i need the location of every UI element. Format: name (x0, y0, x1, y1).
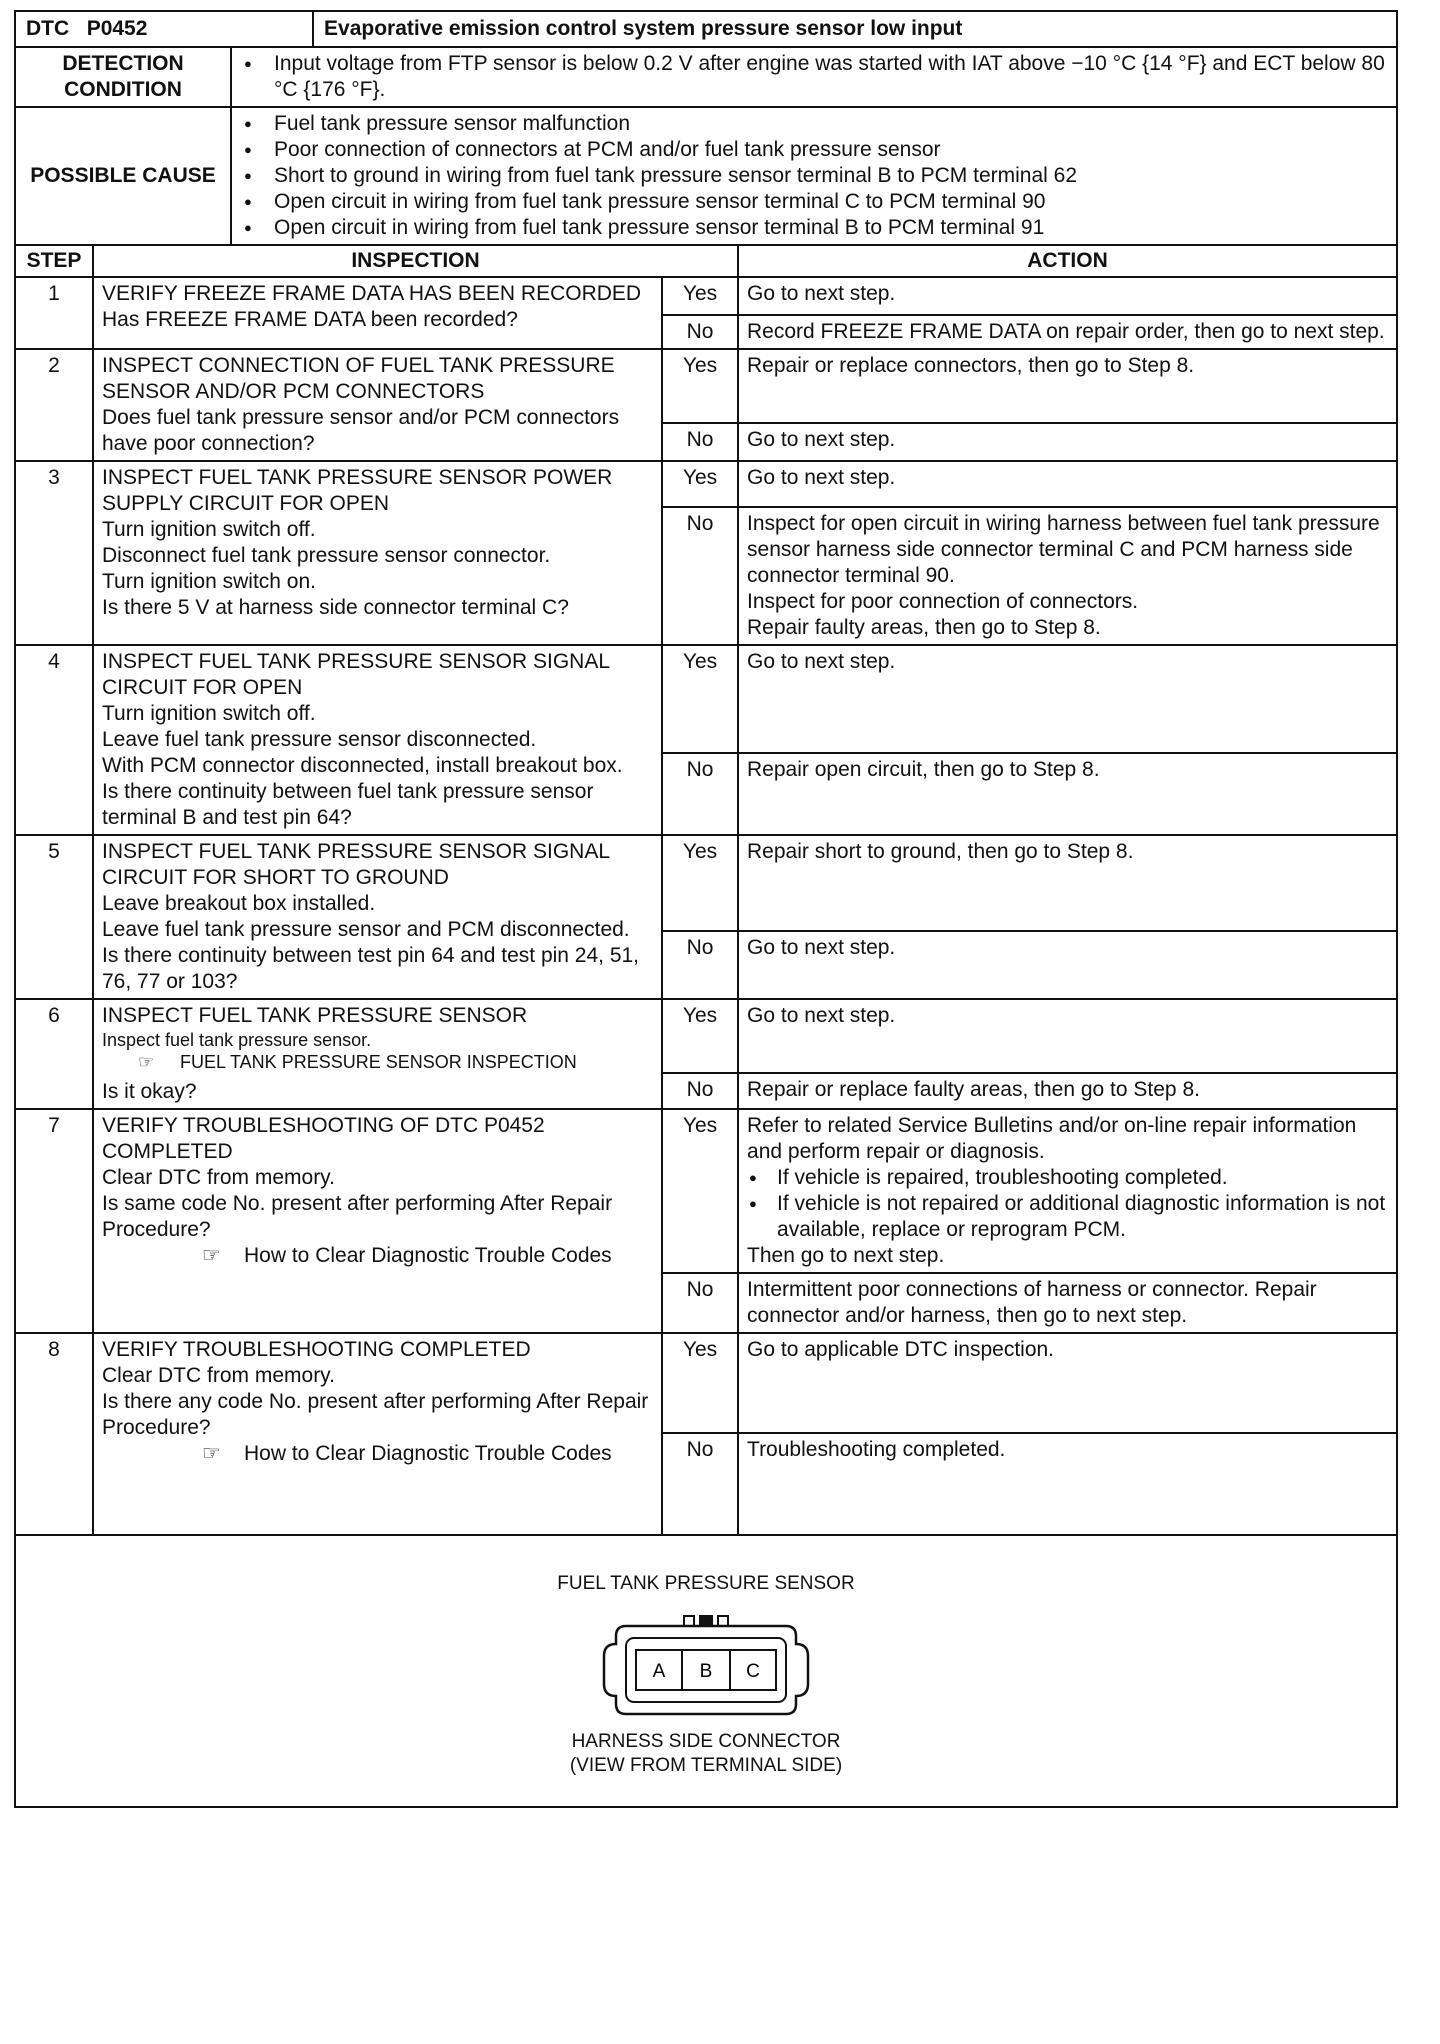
column-action: ACTION (738, 245, 1397, 277)
action-line: Repair faulty areas, then go to Step 8. (747, 616, 1101, 639)
yes-action: Go to next step. (738, 999, 1397, 1073)
step-row (15, 1333, 1397, 1433)
step-number: 2 (15, 349, 93, 461)
step-number: 6 (15, 999, 93, 1109)
no-label: No (662, 315, 738, 349)
step-line: Is same code No. present after performing After Repair Procedure? (102, 1192, 613, 1241)
step-number: 5 (15, 835, 93, 999)
step-line: Disconnect fuel tank pressure sensor connector. (102, 544, 551, 567)
no-action: Go to next step. (738, 423, 1397, 461)
step-inspection (93, 645, 662, 835)
yes-action: Repair or replace connectors, then go to Step 8. (738, 349, 1397, 423)
step-heading: INSPECT FUEL TANK PRESSURE SENSOR SIGNAL CIRCUIT FOR OPEN (102, 650, 610, 699)
connector-latch (718, 1616, 728, 1626)
yes-label: Yes (662, 1333, 738, 1433)
yes-label: Yes (662, 999, 738, 1073)
reference-link[interactable]: How to Clear Diagnostic Trouble Codes (244, 1244, 612, 1267)
terminal-label: C (746, 1661, 760, 1682)
step-heading: VERIFY TROUBLESHOOTING COMPLETED (102, 1338, 531, 1361)
no-label: No (662, 507, 738, 645)
column-step: STEP (15, 245, 93, 277)
dtc-sheet (14, 10, 1398, 1808)
figure-caption: HARNESS SIDE CONNECTOR (571, 1731, 841, 1752)
terminal-label: A (652, 1661, 666, 1682)
step-row (15, 835, 1397, 931)
dtc-code: P0452 (86, 17, 148, 40)
reference-link[interactable]: FUEL TANK PRESSURE SENSOR INSPECTION (180, 1052, 577, 1072)
possible-cause-content (231, 107, 1397, 245)
no-action: Repair open circuit, then go to Step 8. (738, 753, 1397, 835)
step-reference (102, 1441, 653, 1467)
yes-label: Yes (662, 277, 738, 315)
dtc-label: DTC (26, 17, 70, 40)
yes-label: Yes (662, 349, 738, 423)
step-inspection (93, 1333, 662, 1535)
cause-item: ● Open circuit in wiring from fuel tank pressure sensor terminal C to PCM terminal 90 (240, 189, 1388, 215)
no-label: No (662, 1273, 738, 1333)
step-row (15, 645, 1397, 753)
step-line: Has FREEZE FRAME DATA been recorded? (102, 308, 518, 331)
possible-cause-row (15, 107, 1397, 245)
reference-icon: ☞ (202, 1244, 221, 1267)
step-line: Leave fuel tank pressure sensor disconnected. (102, 728, 537, 751)
step-reference (102, 1051, 653, 1073)
yes-label: Yes (662, 835, 738, 931)
step-heading: INSPECT FUEL TANK PRESSURE SENSOR (102, 1004, 528, 1027)
column-inspection: INSPECTION (93, 245, 738, 277)
step-row (15, 1109, 1397, 1273)
step-reference (102, 1243, 653, 1269)
figure-title: FUEL TANK PRESSURE SENSOR (557, 1573, 855, 1594)
step-line: Turn ignition switch off. (102, 518, 316, 541)
detection-row (15, 47, 1397, 107)
yes-action: Go to next step. (738, 277, 1397, 315)
step-inspection (93, 461, 662, 645)
step-heading: VERIFY TROUBLESHOOTING OF DTC P0452 COMPLETED (102, 1114, 545, 1163)
connector-figure (15, 1535, 1397, 1807)
cause-item: ● Fuel tank pressure sensor malfunction (240, 111, 1388, 137)
step-line: Turn ignition switch off. (102, 702, 316, 725)
figure-row (15, 1535, 1397, 1807)
step-inspection (93, 277, 662, 349)
step-line: Does fuel tank pressure sensor and/or PCM connectors have poor connection? (102, 406, 620, 455)
step-line: Leave breakout box installed. (102, 892, 376, 915)
detection-content (231, 47, 1397, 107)
step-row (15, 349, 1397, 423)
figure-caption: (VIEW FROM TERMINAL SIDE) (569, 1755, 843, 1776)
detection-label: DETECTION CONDITION (15, 47, 231, 107)
step-line: With PCM connector disconnected, install breakout box. (102, 754, 623, 777)
action-line: Inspect for open circuit in wiring harness between fuel tank pressure sensor harness side connector terminal C and PCM harness side connector terminal 90. (747, 512, 1380, 587)
yes-action (738, 1109, 1397, 1273)
step-subline: Inspect fuel tank pressure sensor. (102, 1030, 372, 1050)
step-line: Is there 5 V at harness side connector terminal C? (102, 596, 569, 619)
connector-key (700, 1616, 712, 1626)
no-label: No (662, 931, 738, 999)
step-line: Is there any code No. present after performing After Repair Procedure? (102, 1390, 649, 1439)
cause-item: ● Short to ground in wiring from fuel tank pressure sensor terminal B to PCM terminal 62 (240, 163, 1388, 189)
step-heading: INSPECT CONNECTION OF FUEL TANK PRESSURE SENSOR AND/OR PCM CONNECTORS (102, 354, 615, 403)
cause-item: ● Open circuit in wiring from fuel tank pressure sensor terminal B to PCM terminal 91 (240, 215, 1388, 241)
cause-item: ● Poor connection of connectors at PCM and/or fuel tank pressure sensor (240, 137, 1388, 163)
no-action: Troubleshooting completed. (738, 1433, 1397, 1535)
reference-icon: ☞ (202, 1442, 221, 1465)
no-label: No (662, 1433, 738, 1535)
step-heading: INSPECT FUEL TANK PRESSURE SENSOR POWER SUPPLY CIRCUIT FOR OPEN (102, 466, 613, 515)
yes-label: Yes (662, 1109, 738, 1273)
no-label: No (662, 1073, 738, 1109)
step-inspection (93, 999, 662, 1109)
no-action: Intermittent poor connections of harness or connector. Repair connector and/or harness, then go to next step. (738, 1273, 1397, 1333)
no-label: No (662, 423, 738, 461)
step-line: Is there continuity between fuel tank pressure sensor terminal B and test pin 64? (102, 780, 594, 829)
step-line: Clear DTC from memory. (102, 1364, 335, 1387)
step-heading: VERIFY FREEZE FRAME DATA HAS BEEN RECORDED (102, 282, 642, 305)
action-line: Inspect for poor connection of connectors. (747, 590, 1139, 613)
yes-action: Go to next step. (738, 645, 1397, 753)
yes-action: Go to applicable DTC inspection. (738, 1333, 1397, 1433)
step-number: 4 (15, 645, 93, 835)
step-number: 1 (15, 277, 93, 349)
no-action: Go to next step. (738, 931, 1397, 999)
no-action (738, 507, 1397, 645)
dtc-header-row (15, 11, 1397, 47)
step-question: Is it okay? (102, 1080, 197, 1103)
yes-action: Go to next step. (738, 461, 1397, 507)
reference-icon: ☞ (138, 1052, 155, 1072)
step-line: Is there continuity between test pin 64 and test pin 24, 51, 76, 77 or 103? (102, 944, 640, 993)
step-number: 8 (15, 1333, 93, 1535)
step-line: Turn ignition switch on. (102, 570, 316, 593)
no-action: Repair or replace faulty areas, then go to Step 8. (738, 1073, 1397, 1109)
reference-link[interactable]: How to Clear Diagnostic Trouble Codes (244, 1442, 612, 1465)
step-inspection (93, 835, 662, 999)
step-heading: INSPECT FUEL TANK PRESSURE SENSOR SIGNAL CIRCUIT FOR SHORT TO GROUND (102, 840, 610, 889)
no-label: No (662, 753, 738, 835)
step-row (15, 277, 1397, 315)
no-action: Record FREEZE FRAME DATA on repair order, then go to next step. (738, 315, 1397, 349)
yes-action: Repair short to ground, then go to Step 8. (738, 835, 1397, 931)
action-line: Then go to next step. (747, 1244, 945, 1267)
yes-label: Yes (662, 461, 738, 507)
dtc-code-cell (15, 11, 313, 47)
step-inspection (93, 1109, 662, 1333)
connector-latch (684, 1616, 694, 1626)
possible-cause-label: POSSIBLE CAUSE (15, 107, 231, 245)
action-bullet: ● If vehicle is repaired, troubleshooting completed. (747, 1165, 1388, 1191)
step-number: 3 (15, 461, 93, 645)
dtc-summary-table (14, 10, 1398, 246)
detection-item: ● Input voltage from FTP sensor is below 0.2 V after engine was started with IAT above −10 °C {14 °F} and ECT below 80 °C {176 °F}. (240, 51, 1388, 103)
action-line: Refer to related Service Bulletins and/or on-line repair information and perform repair or diagnosis. (747, 1114, 1357, 1163)
step-row (15, 461, 1397, 507)
step-table (14, 244, 1398, 1808)
action-bullet: ● If vehicle is not repaired or additional diagnostic information is not available, replace or reprogram PCM. (747, 1191, 1388, 1243)
connector-diagram (596, 1610, 816, 1720)
yes-label: Yes (662, 645, 738, 753)
column-header-row (15, 245, 1397, 277)
step-line: Clear DTC from memory. (102, 1166, 335, 1189)
step-row (15, 999, 1397, 1073)
step-line: Leave fuel tank pressure sensor and PCM disconnected. (102, 918, 630, 941)
terminal-label: B (699, 1661, 713, 1682)
dtc-title: Evaporative emission control system pressure sensor low input (313, 11, 1397, 47)
step-inspection (93, 349, 662, 461)
step-number: 7 (15, 1109, 93, 1333)
